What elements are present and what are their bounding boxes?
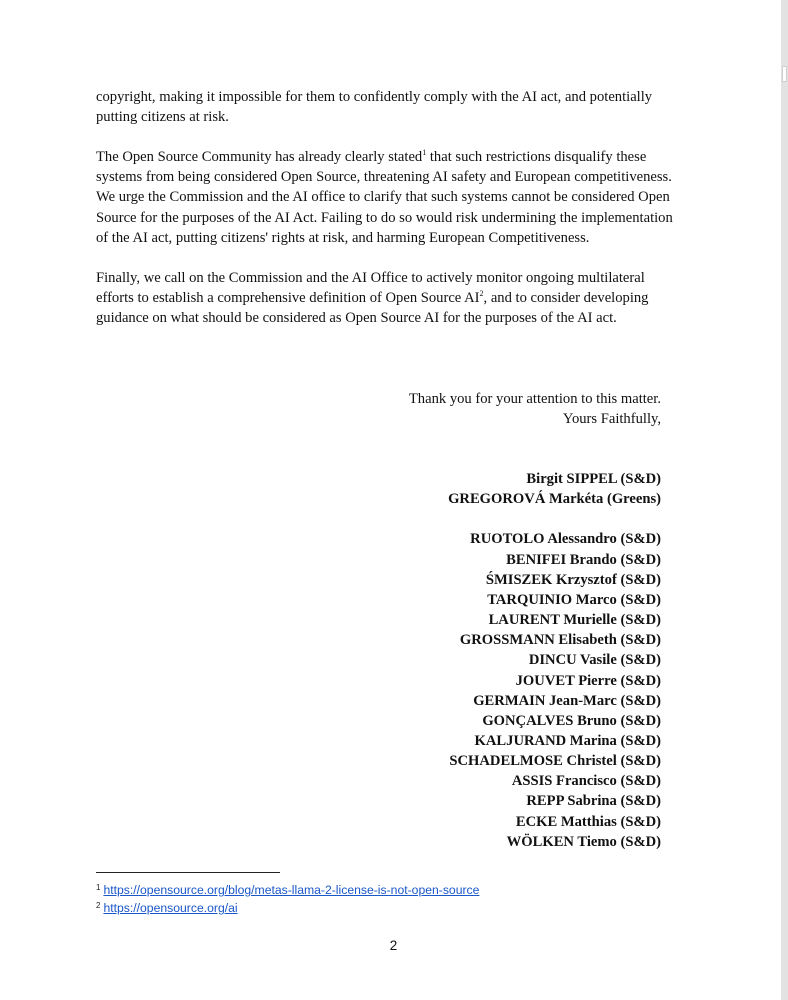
paragraph-text: The Open Source Community has already clearly stated (96, 149, 423, 166)
co-signatory: TARQUINIO Marco (S&D) (487, 591, 661, 608)
paragraph-text: Finally, we call on the Commission and the AI Office to actively monitor ongoing multilateral efforts to establish a comprehensive definition of Open Source AI (96, 269, 645, 306)
closing-signoff: Yours Faithfully, (562, 411, 661, 428)
co-signatory: RUOTOLO Alessandro (S&D) (470, 531, 661, 548)
paragraph-open-source-community (96, 147, 686, 247)
paragraph-text: , and to consider developing guidance on what should be considered as Open Source AI for the purposes of the AI act. (96, 289, 649, 327)
paragraph-copyright: copyright, making it impossible for them to confidently comply with the AI act, and potentially putting citizens at risk. (96, 89, 653, 126)
letter-body (96, 87, 686, 348)
lead-signatory: GREGOROVÁ Markéta (Greens) (448, 491, 661, 508)
footnote-separator (96, 872, 280, 873)
co-signatory: DINCU Vasile (S&D) (528, 652, 661, 669)
footnote-mark: 2 (96, 901, 101, 910)
signatories-list (448, 469, 661, 852)
co-signatory: GROSSMANN Elisabeth (S&D) (459, 632, 661, 649)
co-signatory: REPP Sabrina (S&D) (526, 793, 661, 810)
footnote-2 (96, 898, 479, 916)
lead-signatory: Birgit SIPPEL (S&D) (526, 471, 661, 487)
co-signatory: GONÇALVES Bruno (S&D) (482, 712, 661, 729)
footnote-reference-2[interactable]: 2 (479, 288, 484, 298)
footnote-reference-1[interactable]: 1 (422, 148, 427, 158)
footnote-mark: 1 (96, 883, 101, 892)
paragraph-text: that such restrictions disqualify these systems from being considered Open Source, threatening AI safety and European competitiveness. We urge the Commission and the AI office to clarify that such systems cannot be considered Open Source for the purposes of the AI Act. Failing to do so would risk undermining the implementation of the AI act, putting citizens' rights at risk, and harming European Competitiveness. (96, 149, 673, 246)
scrollbar-thumb[interactable] (782, 66, 787, 82)
paragraph-call-to-commission (96, 268, 686, 328)
footnotes (96, 880, 479, 916)
footnote-link-2[interactable]: https://opensource.org/ai (103, 901, 238, 915)
co-signatory: LAURENT Murielle (S&D) (488, 612, 661, 629)
co-signatory: ECKE Matthias (S&D) (515, 813, 661, 830)
footnote-link-1[interactable]: https://opensource.org/blog/metas-llama-2-license-is-not-open-source (103, 883, 480, 897)
scrollbar-track[interactable] (781, 0, 788, 1000)
page-number: 2 (389, 938, 398, 953)
co-signatory: ŚMISZEK Krzysztof (S&D) (485, 571, 661, 588)
co-signatory: KALJURAND Marina (S&D) (474, 733, 661, 750)
co-signatory: WÖLKEN Tiemo (S&D) (506, 833, 661, 850)
signatory-spacer (448, 509, 661, 529)
closing-block (409, 389, 661, 429)
co-signatory: JOUVET Pierre (S&D) (515, 672, 661, 689)
co-signatory: BENIFEI Brando (S&D) (506, 551, 661, 568)
closing-thanks: Thank you for your attention to this matter. (408, 391, 661, 407)
footnote-1 (96, 880, 479, 898)
co-signatory: SCHADELMOSE Christel (S&D) (449, 753, 661, 770)
co-signatory: ASSIS Francisco (S&D) (511, 773, 661, 790)
co-signatory: GERMAIN Jean-Marc (S&D) (473, 692, 661, 709)
